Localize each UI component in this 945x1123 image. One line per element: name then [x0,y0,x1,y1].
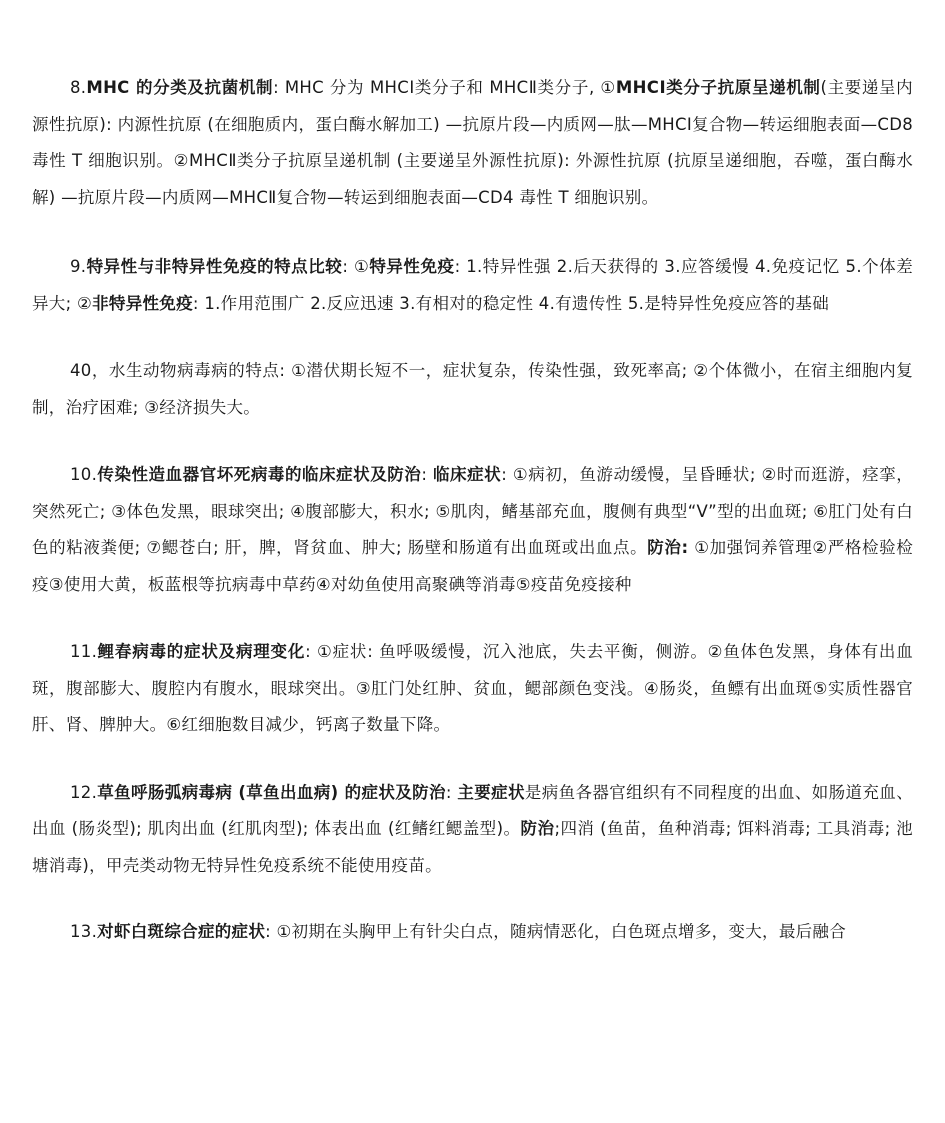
paragraph-ihnv [32,457,913,603]
bold-term: 主要症状 [457,782,525,802]
text-run: : 1.特异性强 2.后天获得的 3.应答缓慢 4.免疫记忆 5.个体差异大; ② [32,257,914,313]
paragraph-viral-disease [32,353,913,426]
bold-term: 防治: [647,538,689,557]
text-run: : ①病初，鱼游动缓慢，呈昏睡状; ②时而逛游，痉挛，突然死亡; ③体色发黑，眼球突出; ④腹部膨大，积水; ⑤肌肉，鳍基部充血，腹侧有典型“V”型的出血斑; ⑥肛门处有白色的粘液粪便; ⑦鳃苍白; 肝，脾，肾贫血、肿大; 肠壁和肠道有出血斑或出血点。 [32,465,913,557]
text-run: 12. [70,782,98,802]
text-run: 8. [70,78,87,97]
bold-term: 防治 [520,819,555,838]
text-run: 是病鱼各器官组织有不同程度的出血、如肠道充血、出血 (肠炎型); 肌肉出血 (红肌肉型); 体表出血 (红鳍红鳃盖型)。 [32,782,913,838]
text-run: 11. [70,642,98,661]
bold-heading: 传染性造血器官坏死病毒的临床症状及防治 [97,465,422,484]
text-run: : ①初期在头胸甲上有针尖白点，随病情恶化，白色斑点增多，变大，最后融合 [265,922,847,941]
text-run: : MHC 分为 MHCⅠ类分子和 MHCⅡ类分子, ① [273,78,616,97]
bold-heading: 特异性与非特异性免疫的特点比较 [86,257,343,276]
bold-term: 非特异性免疫 [92,293,193,313]
paragraph-wssv [32,914,913,951]
text-run: 10. [70,465,98,484]
bold-heading: 对虾白斑综合症的症状 [97,922,266,941]
text-run: 13. [70,922,98,941]
text-run: : ①症状: 鱼呼吸缓慢，沉入池底，失去平衡，侧游。②鱼体色发黑，身体有出血斑，腹部膨大、腹腔内有腹水，眼球突出。③肛门处红肿、贫血，鳃部颜色变浅。④肠炎，鱼鳔有出血斑⑤实质性器官肝、肾、脾肿大。⑥红细胞数目减少，钙离子数量下降。 [32,642,913,734]
text-run: : [445,782,458,802]
bold-heading: MHC 的分类及抗菌机制 [86,78,274,97]
text-run: (主要递呈内源性抗原): 内源性抗原 (在细胞质内，蛋白酶水解加工) —抗原片段—内质网—肽—MHCⅠ复合物—转运细胞表面—CD8 毒性 T 细胞识别。②MHCⅡ类分子抗原呈递机制 (主要递呈外源性抗原): 外源性抗原 (抗原呈递细胞，吞噬，蛋白酶水解) —抗原片段—内质网—MHCⅡ复合物—转运到细胞表面—CD4 毒性 T 细胞识别。 [32,78,913,207]
paragraph-mhc [32,70,913,216]
bold-term: 特异性免疫 [369,257,455,276]
text-run: : ① [342,257,370,276]
paragraph-gcrv [32,775,913,885]
bold-term: MHCⅠ类分子抗原呈递机制 [615,78,821,97]
bold-term: 临床症状 [433,465,502,484]
text-run: 40，水生动物病毒病的特点: ①潜伏期长短不一，症状复杂，传染性强，致死率高; ②个体微小，在宿主细胞内复制，治疗困难; ③经济损失大。 [32,361,913,417]
paragraph-svcv [32,634,913,744]
bold-heading: 鲤春病毒的症状及病理变化 [97,642,306,661]
bold-heading: 草鱼呼肠弧病毒病 (草鱼出血病) 的症状及防治 [97,782,446,802]
text-run: : 1.作用范围广 2.反应迅速 3.有相对的稳定性 4.有遗传性 5.是特异性免疫应答的基础 [192,293,830,313]
paragraph-immunity [32,249,913,322]
text-run: : [421,465,433,484]
text-run: ①加强饲养管理②严格检验检疫③使用大黄，板蓝根等抗病毒中草药④对幼鱼使用高聚碘等消毒⑤疫苗免疫接种 [32,538,913,594]
text-run: 9. [70,257,87,276]
text-run: ;四消 (鱼苗，鱼种消毒; 饵料消毒; 工具消毒; 池塘消毒)，甲壳类动物无特异性免疫系统不能使用疫苗。 [32,819,913,875]
document-page [32,70,913,981]
